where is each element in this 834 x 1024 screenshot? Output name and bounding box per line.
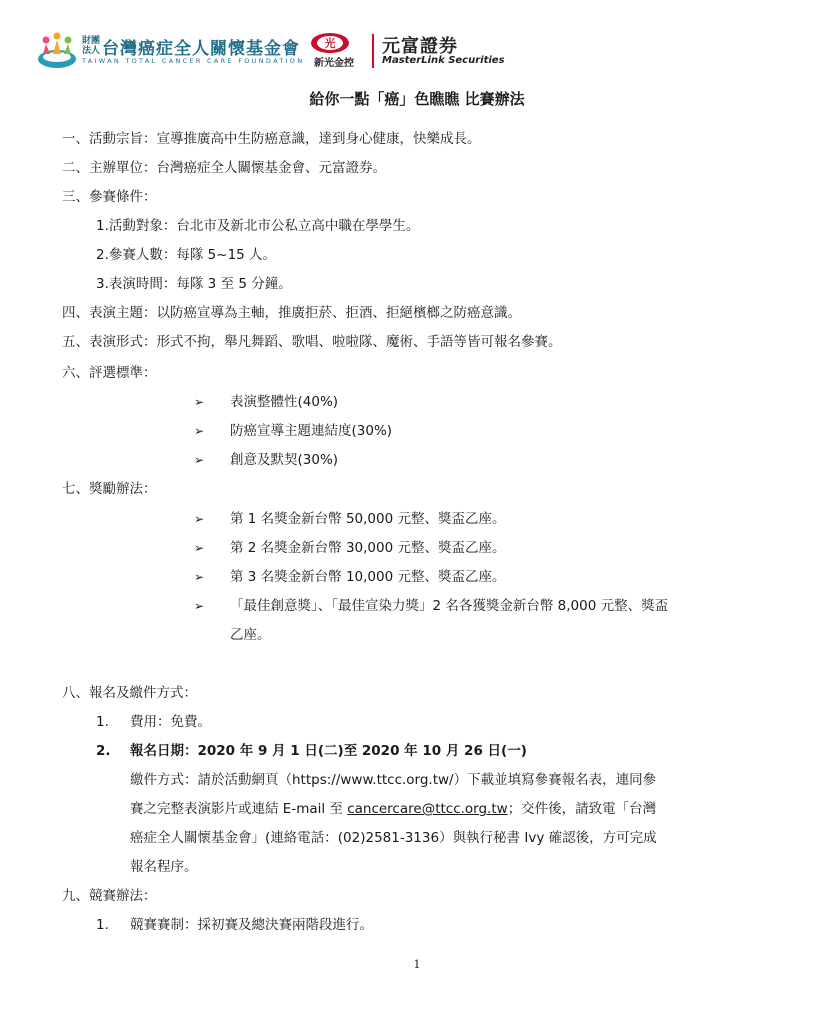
page-number: 1 [413,958,421,971]
submission-para-line-4: 報名程序。 [130,859,198,875]
section-3-eligibility: 三、參賽條件： [62,189,157,205]
eligibility-item-2: 2.參賽人數：每隊 5~15 人。 [96,247,277,263]
eligibility-item-3: 3.表演時間：每隊 3 至 5 分鐘。 [96,276,292,292]
section-8-registration: 八、報名及繳件方式： [62,685,197,701]
arrow-bullet-icon: ➢ [194,541,205,555]
ttcc-small-label: 財團法人 [82,36,101,56]
masterlink-name: 元富證券 [382,36,458,57]
arrow-bullet-icon: ➢ [194,512,205,526]
section-4-theme: 四、表演主題：以防癌宣導為主軸，推廣拒菸、拒酒、拒絕檳榔之防癌意識。 [62,305,521,321]
shin-kong-logo-icon [310,32,350,54]
ttcc-english-name: TAIWAN TOTAL CANCER CARE FOUNDATION [82,57,305,65]
award-item-2: ➢ 第 2 名獎金新台幣 30,000 元整、獎盃乙座。 [194,540,506,556]
section-9-competition: 九、競賽辦法： [62,888,157,904]
arrow-bullet-icon: ➢ [194,424,205,438]
ttcc-logo-icon [36,30,78,70]
section-2-organizers: 二、主辦單位：台灣癌症全人關懷基金會、元富證券。 [62,160,386,176]
award-item-3: ➢ 第 3 名獎金新台幣 10,000 元整、獎盃乙座。 [194,569,506,585]
submission-para-line-3: 癌症全人關懷基金會」(連絡電話：(02)2581-3136）與執行秘書 Ivy 確認後，方可完成 [130,830,657,846]
logo-divider [372,34,374,68]
arrow-bullet-icon: ➢ [194,570,205,584]
registration-item-1: 1. 費用：免費。 [96,714,211,730]
section-6-criteria: 六、評選標準： [62,365,157,381]
award-item-4: ➢ 「最佳創意獎」、「最佳宣染力獎」2 名各獲獎金新台幣 8,000 元整、獎盃 [194,598,669,614]
award-item-4-continuation: 乙座。 [230,627,271,643]
arrow-bullet-icon: ➢ [194,599,205,613]
competition-item-1: 1. 競賽賽制：採初賽及總決賽兩階段進行。 [96,917,373,933]
arrow-bullet-icon: ➢ [194,395,205,409]
masterlink-english-name: MasterLink Securities [382,55,505,66]
submission-para-line-1: 繳件方式：請於活動網頁（https://www.ttcc.org.tw/）下載並填寫參賽報名表，連同參 [130,772,657,788]
submission-para-line-2: 賽之完整表演影片或連結 E-mail 至 cancercare@ttcc.org.tw；交件後，請致電「台灣 [130,801,657,817]
document-title: 給你一點「癌」色瞧瞧 比賽辦法 [309,90,525,108]
criteria-item-3: ➢ 創意及默契(30%) [194,452,339,468]
registration-item-2-date: 2. 報名日期：2020 年 9 月 1 日(二)至 2020 年 10 月 26 日(一) [96,743,527,759]
section-1-purpose: 一、活動宗旨：宣導推廣高中生防癌意識，達到身心健康，快樂成長。 [62,131,481,147]
criteria-item-2: ➢ 防癌宣導主題連結度(30%) [194,423,393,439]
arrow-bullet-icon: ➢ [194,453,205,467]
criteria-item-1: ➢ 表演整體性(40%) [194,394,339,410]
shin-kong-name: 新光金控 [314,58,354,69]
award-item-1: ➢ 第 1 名獎金新台幣 50,000 元整、獎盃乙座。 [194,511,506,527]
eligibility-item-1: 1.活動對象：台北市及新北市公私立高中職在學學生。 [96,218,420,234]
ttcc-name: 台灣癌症全人關懷基金會 [102,39,300,59]
shin-kong-logo-mark: 光 [324,37,336,50]
email-link[interactable]: cancercare@ttcc.org.tw [347,801,508,817]
section-5-format: 五、表演形式：形式不拘，舉凡舞蹈、歌唱、啦啦隊、魔術、手語等皆可報名參賽。 [62,334,562,350]
section-7-awards: 七、獎勵辦法： [62,481,157,497]
header-logos [36,30,516,72]
